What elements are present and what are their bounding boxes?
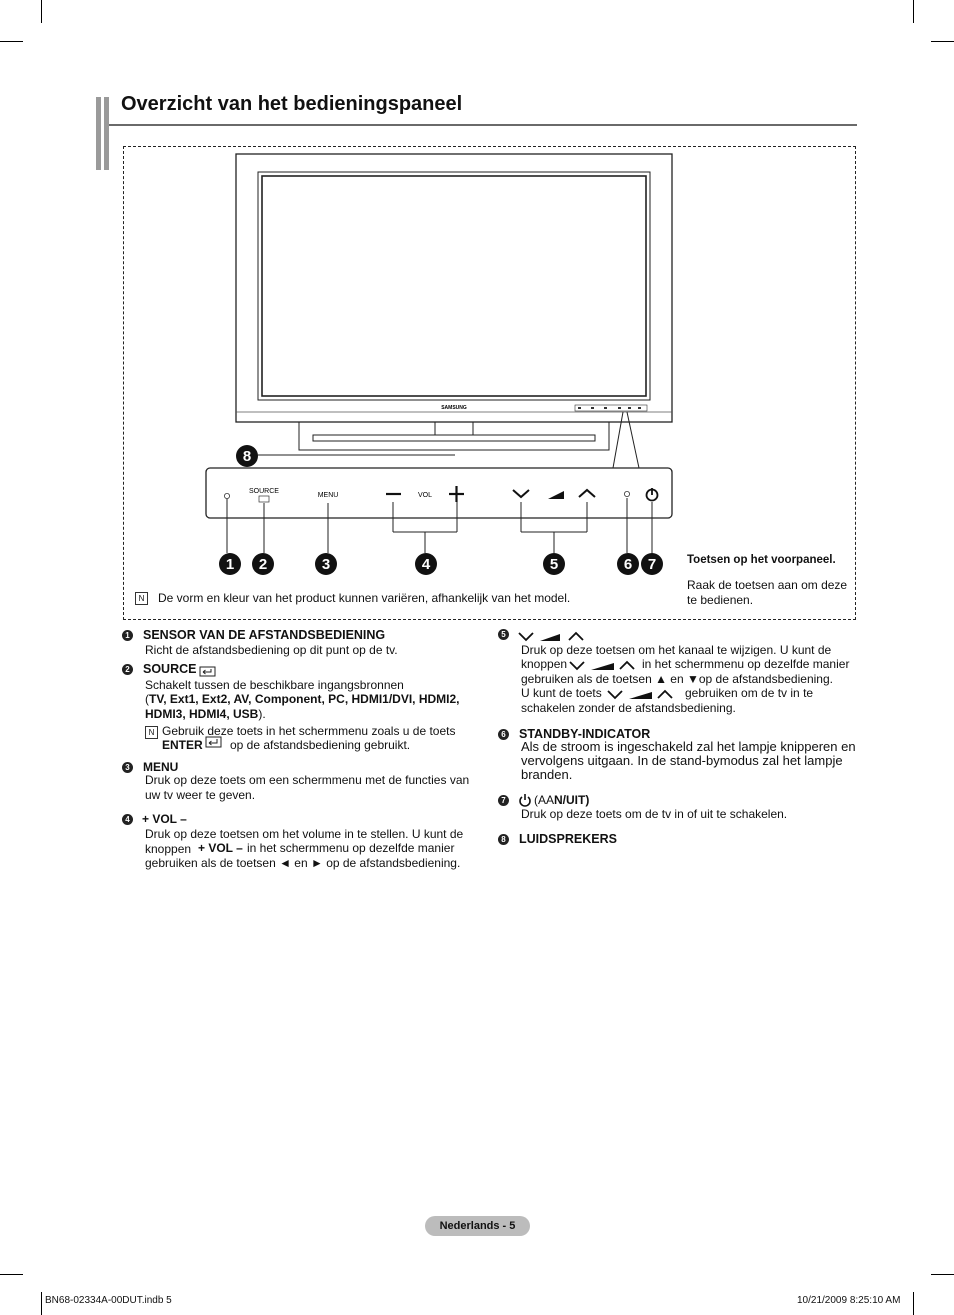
item-title: (AAN/UIT) bbox=[534, 793, 590, 807]
item-desc: knoppen bbox=[521, 657, 568, 671]
source-list: (TV, Ext1, Ext2, AV, Component, PC, HDMI1/DVI, HDMI2, HDMI3, HDMI4, USB). bbox=[145, 692, 460, 721]
item-desc: Richt de afstandsbediening op dit punt op de tv. bbox=[145, 643, 398, 657]
crop-mark bbox=[931, 1274, 954, 1275]
item-number: 5 bbox=[498, 629, 509, 640]
footer-filename: BN68-02334A-00DUT.indb 5 bbox=[45, 1295, 172, 1306]
note-icon: N bbox=[135, 592, 148, 605]
item-desc: Druk op deze toets om een schermmenu met de functies van uw tv weer te geven. bbox=[145, 773, 470, 802]
enter-key-label: ENTER bbox=[162, 738, 203, 752]
front-keys-title: Toetsen op het voorpaneel. bbox=[687, 554, 836, 566]
item-desc: Druk op deze toetsen om het volume in te stellen. U kunt de knoppen bbox=[145, 827, 464, 856]
channel-volume-icons bbox=[569, 658, 639, 672]
item-note: Gebruik deze toets in het schermmenu zoals u de toets bbox=[162, 724, 456, 738]
item-desc: Als de stroom is ingeschakeld zal het lampje knipperen en vervolgens uitgaan. In de stand-bymodus zal het lampje branden. bbox=[521, 739, 856, 782]
item-desc: U kunt de toets bbox=[521, 686, 602, 700]
item-desc: in het schermmenu op dezelfde manier bbox=[642, 657, 850, 671]
svg-text:2: 2 bbox=[258, 556, 268, 573]
footer-date: 10/21/2009 8:25:10 AM bbox=[797, 1295, 901, 1306]
panel-source-label: SOURCE bbox=[249, 488, 279, 495]
item-title: SOURCE bbox=[143, 662, 197, 676]
item-number: 8 bbox=[498, 834, 509, 845]
figure-note: De vorm en kleur van het product kunnen variëren, afhankelijk van het model. bbox=[158, 591, 571, 605]
item-desc: Druk op deze toets om de tv in of uit te schakelen. bbox=[521, 807, 788, 821]
crop-mark bbox=[41, 1292, 42, 1315]
note-icon: N bbox=[145, 726, 158, 739]
item-desc: schakelen zonder de afstandsbediening. bbox=[521, 701, 736, 715]
page-title: Overzicht van het bedieningspaneel bbox=[121, 93, 463, 115]
channel-volume-icons bbox=[607, 687, 677, 701]
source-icon bbox=[199, 664, 217, 677]
item-title: SENSOR VAN DE AFSTANDSBEDIENING bbox=[143, 628, 386, 642]
channel-volume-icons bbox=[518, 629, 588, 643]
item-number: 6 bbox=[498, 729, 509, 740]
svg-text:6: 6 bbox=[623, 556, 633, 573]
item-desc: Druk op deze toetsen om het kanaal te wijzigen. U kunt de bbox=[521, 643, 832, 657]
item-desc: gebruiken om de tv in te bbox=[685, 686, 814, 700]
crop-mark bbox=[931, 41, 954, 42]
enter-icon bbox=[205, 736, 223, 749]
item-desc: Schakelt tussen de beschikbare ingangsbronnen bbox=[145, 678, 404, 692]
crop-mark bbox=[913, 0, 914, 23]
item-key-label: + VOL – bbox=[198, 841, 243, 855]
title-accent-bar bbox=[96, 97, 101, 170]
svg-text:1: 1 bbox=[225, 556, 235, 573]
crop-mark bbox=[0, 41, 23, 42]
panel-vol-label: VOL bbox=[417, 492, 433, 499]
item-desc: in het schermmenu op dezelfde manier gebruiken als de toetsen ◄ en ► op de afstandsbediening. bbox=[145, 841, 461, 870]
item-note: op de afstandsbediening gebruikt. bbox=[230, 738, 411, 752]
crop-mark bbox=[41, 0, 42, 23]
item-number: 2 bbox=[122, 664, 133, 675]
tv-illustration bbox=[123, 146, 856, 620]
crop-mark bbox=[0, 1274, 23, 1275]
title-accent-bar bbox=[104, 97, 109, 170]
svg-text:5: 5 bbox=[549, 556, 559, 573]
title-rule bbox=[109, 124, 857, 126]
item-title: LUIDSPREKERS bbox=[519, 832, 617, 846]
svg-text:8: 8 bbox=[242, 448, 252, 465]
item-title: STANDBY-INDICATOR bbox=[519, 727, 651, 741]
item-number: 3 bbox=[122, 762, 133, 773]
item-number: 4 bbox=[122, 814, 133, 825]
item-number: 7 bbox=[498, 795, 509, 806]
brand-logo: SAMSUNG bbox=[441, 405, 467, 411]
front-keys-desc: Raak de toetsen aan om deze te bedienen. bbox=[687, 578, 848, 607]
item-title: + VOL – bbox=[142, 812, 187, 826]
item-title: MENU bbox=[143, 760, 179, 774]
panel-menu-label: MENU bbox=[317, 492, 339, 499]
item-number: 1 bbox=[122, 630, 133, 641]
item-desc: gebruiken als de toetsen ▲ en ▼op de afstandsbediening. bbox=[521, 672, 833, 686]
crop-mark bbox=[913, 1292, 914, 1315]
svg-text:7: 7 bbox=[647, 556, 657, 573]
power-icon bbox=[518, 793, 532, 807]
page-number-badge: Nederlands - 5 bbox=[425, 1216, 530, 1236]
svg-text:4: 4 bbox=[421, 556, 431, 573]
svg-text:3: 3 bbox=[321, 556, 331, 573]
